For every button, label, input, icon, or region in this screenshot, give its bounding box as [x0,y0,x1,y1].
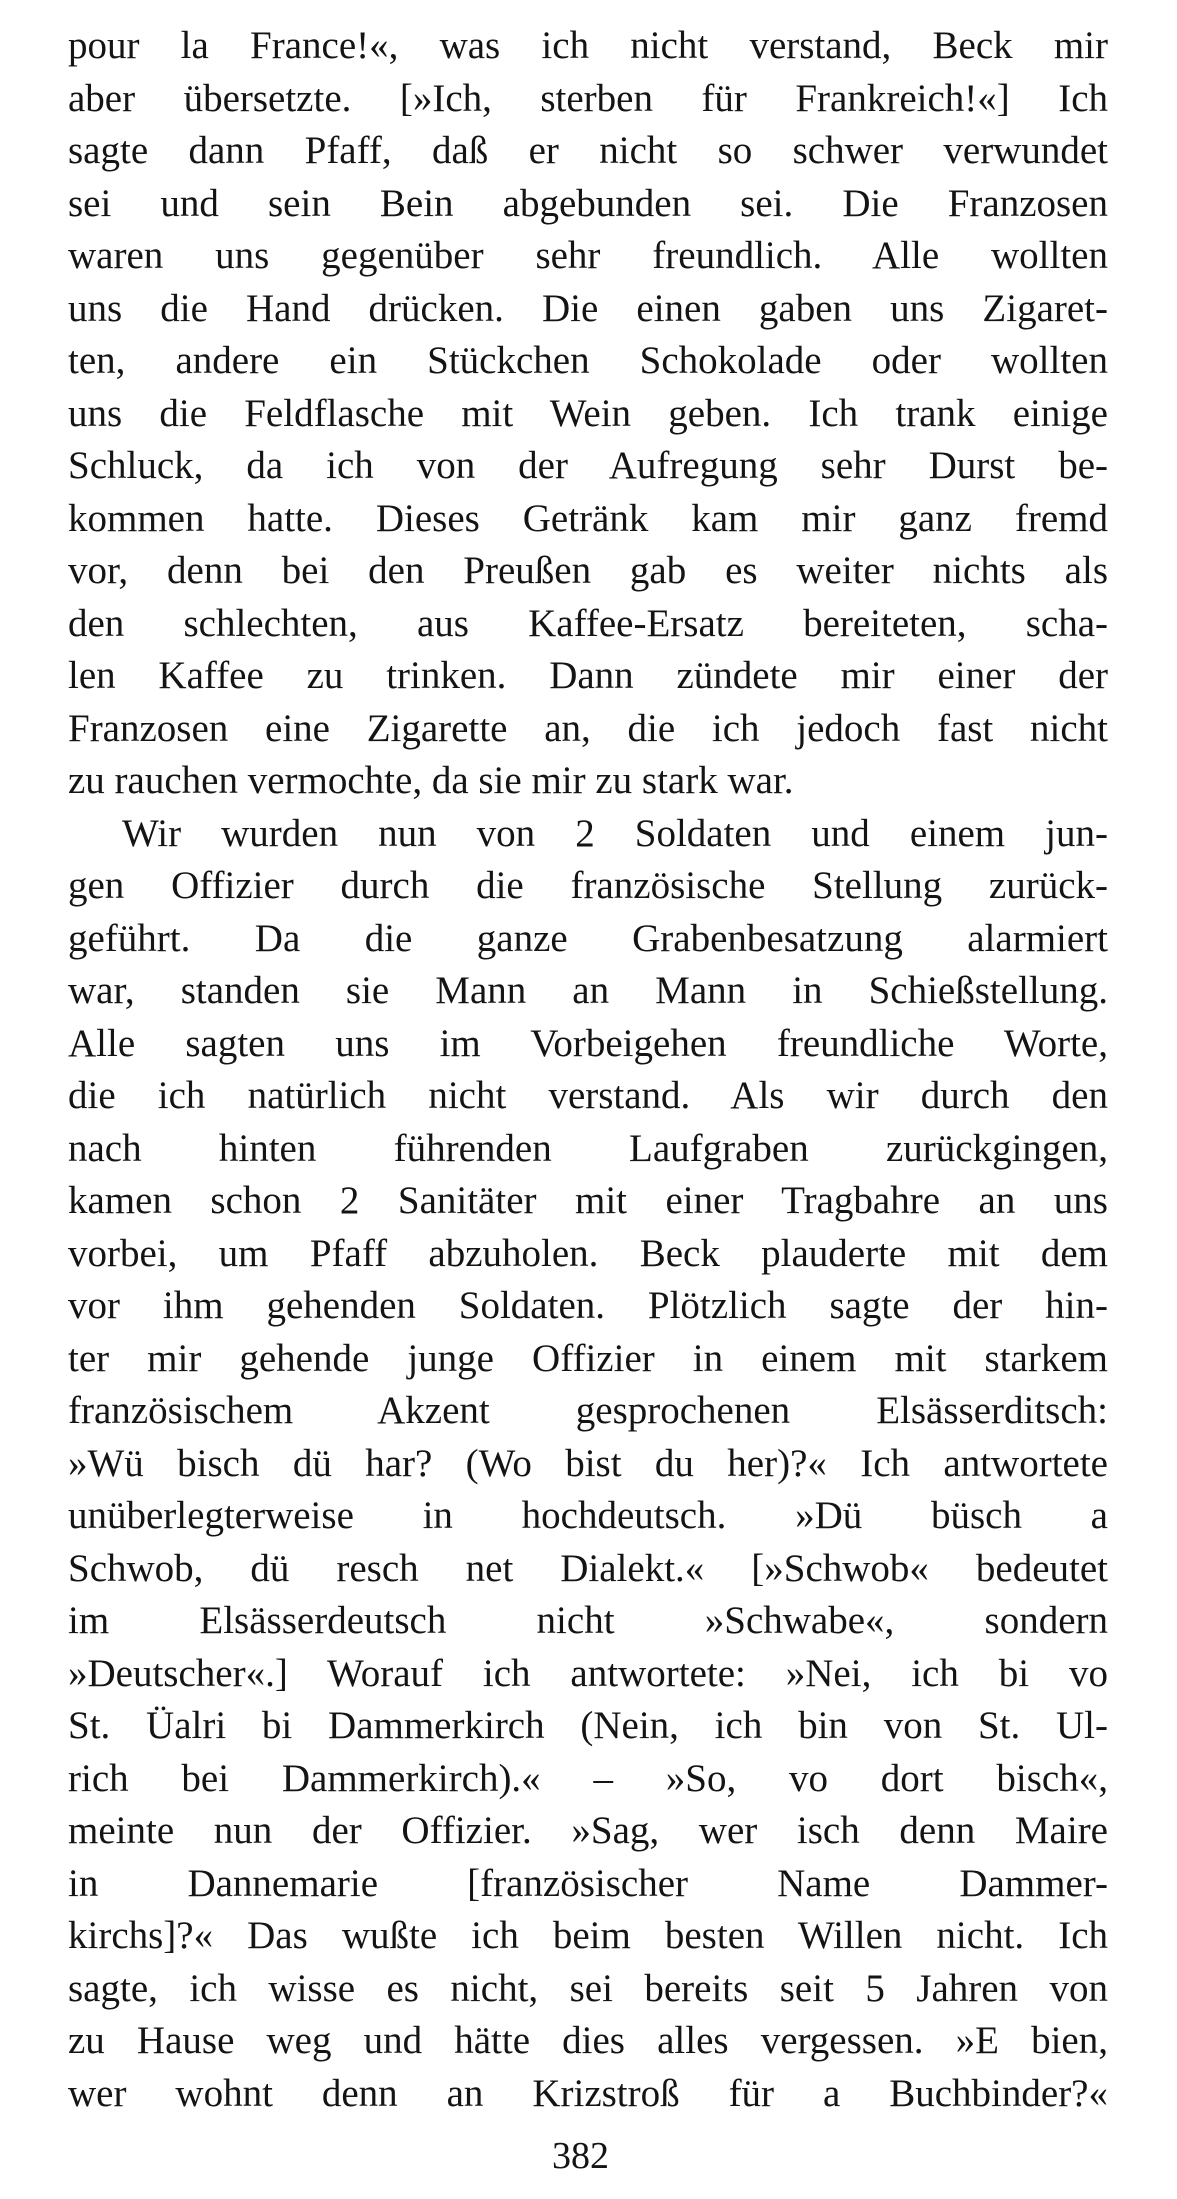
text-line: Schluck, da ich von der Aufregung sehr Durst be- [68,444,1108,487]
text-line: geführt. Da die ganze Grabenbesatzung alarmiert [68,916,1108,960]
text-line: sei und sein Bein abgebunden sei. Die Franzosen [68,181,1108,225]
text-line: uns die Feldflasche mit Wein geben. Ich trank einige [68,391,1108,435]
text-line: nach hinten führenden Laufgraben zurückgingen, [68,1126,1108,1170]
text-line: vor, denn bei den Preußen gab es weiter nichts als [68,549,1108,592]
text-line: Franzosen eine Zigarette an, die ich jedoch fast nicht [68,706,1108,750]
text-line: pour la France!«, was ich nicht verstand, Beck mir [68,24,1108,67]
text-line: französischem Akzent gesprochenen Elsässerditsch: [68,1389,1108,1432]
text-line: in Dannemarie [französischer Name Dammer- [68,1861,1108,1905]
text-line: St. Üalri bi Dammerkirch (Nein, ich bin von St. Ul- [68,1704,1108,1747]
text-line: den schlechten, aus Kaffee-Ersatz bereiteten, scha- [68,601,1108,645]
text-line: sagte dann Pfaff, daß er nicht so schwer verwundet [68,129,1108,172]
text-line: meinte nun der Offizier. »Sag, wer isch denn Maire [68,1809,1108,1852]
text-line: Wir wurden nun von 2 Soldaten und einem jun- [122,811,1108,855]
body-text [68,20,1108,2120]
text-line: ten, andere ein Stückchen Schokolade oder wollten [68,339,1108,382]
text-line: Alle sagten uns im Vorbeigehen freundliche Worte, [68,1021,1108,1065]
text-line: vor ihm gehenden Soldaten. Plötzlich sagte der hin- [68,1284,1108,1327]
text-line: vorbei, um Pfaff abzuholen. Beck plauderte mit dem [68,1231,1108,1275]
text-line: aber übersetzte. [»Ich, sterben für Frankreich!«] Ich [68,76,1108,120]
text-line: zu Hause weg und hätte dies alles vergessen. »E bien, [68,2019,1108,2062]
text-line: kamen schon 2 Sanitäter mit einer Tragbahre an uns [68,1179,1108,1222]
text-line: sagte, ich wisse es nicht, sei bereits seit 5 Jahren von [68,1966,1108,2010]
text-line: Schwob, dü resch net Dialekt.« [»Schwob« bedeutet [68,1546,1108,1590]
text-line: uns die Hand drücken. Die einen gaben uns Zigaret- [68,286,1108,330]
text-line: war, standen sie Mann an Mann in Schießstellung. [68,969,1108,1012]
text-line: zu rauchen vermochte, da sie mir zu stark war. [68,759,794,802]
text-line: unüberlegterweise in hochdeutsch. »Dü büsch a [68,1494,1108,1537]
text-line: »Deutscher«.] Worauf ich antwortete: »Nei, ich bi vo [68,1651,1108,1695]
text-line: kirchs]?« Das wußte ich beim besten Willen nicht. Ich [68,1914,1108,1957]
text-line: ter mir gehende junge Offizier in einem mit starkem [68,1336,1108,1380]
page-number: 382 [552,2135,609,2177]
text-line: wer wohnt denn an Krizstroß für a Buchbinder?« [68,2071,1108,2115]
text-line: »Wü bisch dü har? (Wo bist du her)?« Ich antwortete [68,1441,1108,1485]
text-line: im Elsässerdeutsch nicht »Schwabe«, sondern [68,1599,1108,1642]
text-line: waren uns gegenüber sehr freundlich. Alle wollten [68,234,1108,277]
text-line: gen Offizier durch die französische Stellung zurück- [68,864,1108,907]
text-line: die ich natürlich nicht verstand. Als wir durch den [68,1074,1108,1117]
text-line: kommen hatte. Dieses Getränk kam mir ganz fremd [68,496,1108,540]
text-line: len Kaffee zu trinken. Dann zündete mir einer der [68,654,1108,697]
text-line: rich bei Dammerkirch).« – »So, vo dort bisch«, [68,1756,1108,1800]
